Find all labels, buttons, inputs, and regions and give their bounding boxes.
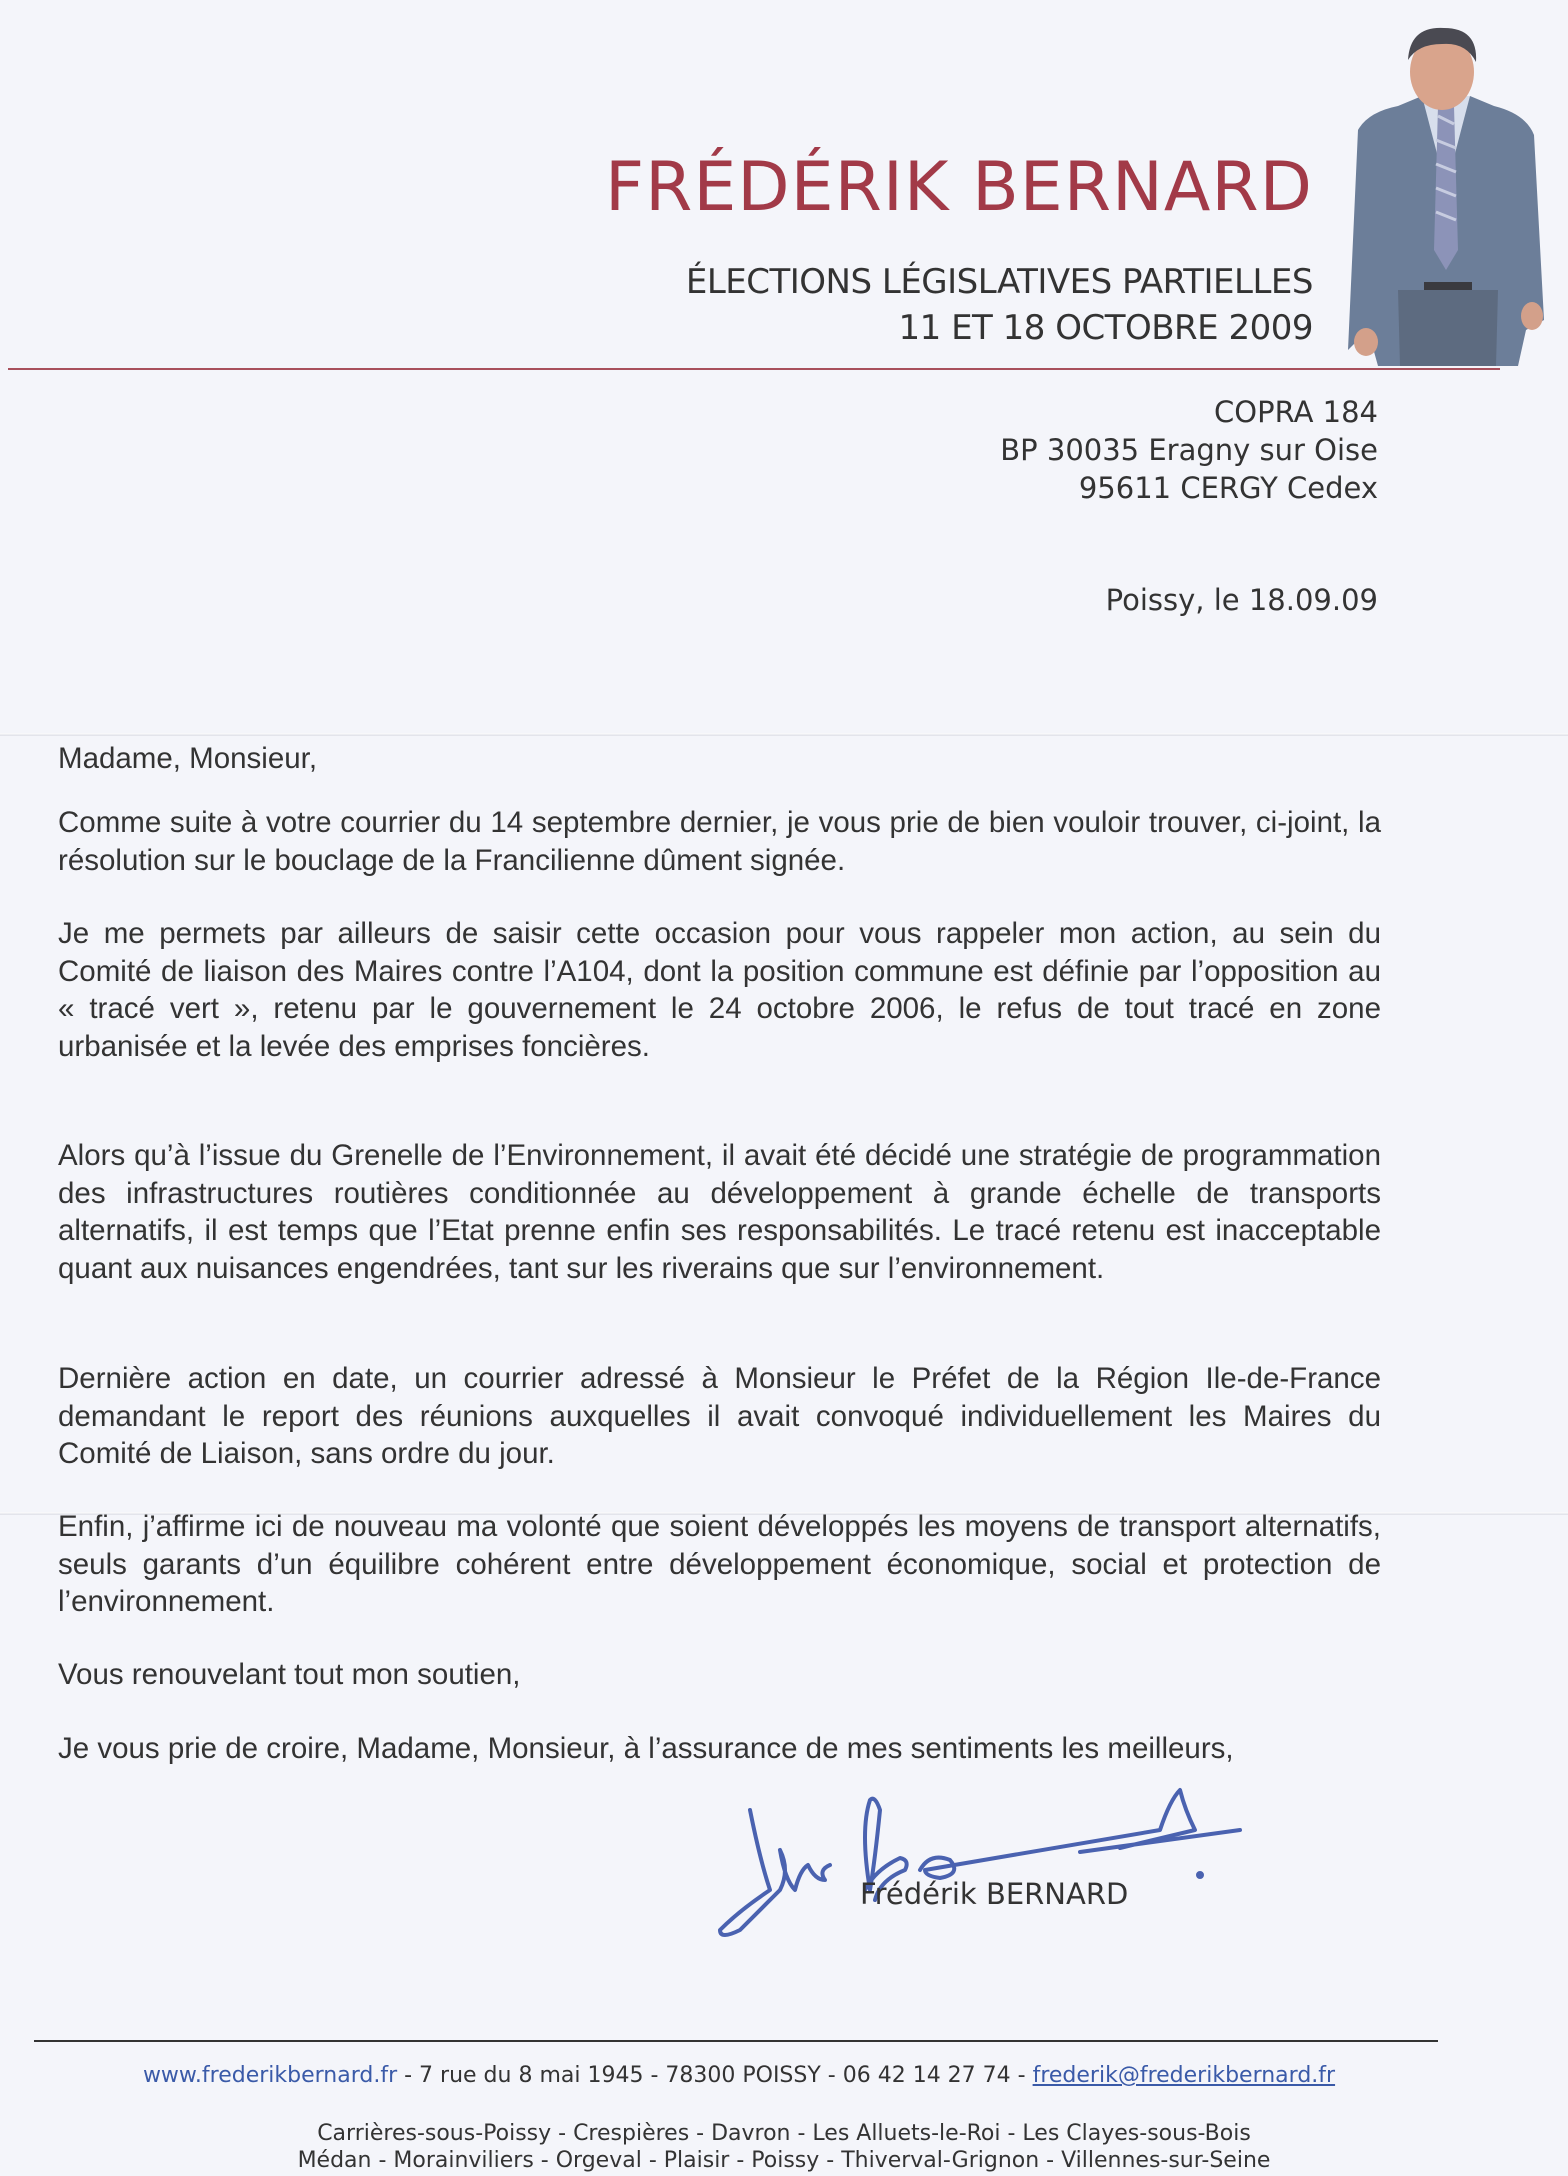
- handwritten-signature: [700, 1770, 1260, 1950]
- paper-fold: [0, 733, 1568, 736]
- footer-towns-line-1: Carrières-sous-Poissy - Crespières - Davron - Les Alluets-le-Roi - Les Clayes-sous-Bois: [317, 2121, 1251, 2146]
- footer-towns-line-2: Médan - Morainviliers - Orgeval - Plaisir - Poissy - Thiverval-Grignon - Villennes-sur-Seine: [297, 2148, 1271, 2173]
- paragraph: Vous renouvelant tout mon soutien,: [58, 1658, 521, 1691]
- recipient-line-2: BP 30035 Eragny sur Oise: [1000, 433, 1378, 467]
- footer-divider: [34, 2040, 1438, 2042]
- letterhead-election-dates: 11 ET 18 OCTOBRE 2009: [898, 308, 1313, 348]
- paragraph: Je me permets par ailleurs de saisir cette occasion pour vous rappeler mon action, au sein du Comité de liaison des Maires contre l’A104, dont la position commune est définie par l’opposition au « tracé vert », retenu par le gouvernement le 24 octobre 2006, le refus de tout tracé en zone urbanisée et la levée des emprises foncières.: [58, 917, 1381, 1063]
- header-divider: [8, 368, 1500, 370]
- paragraph: Comme suite à votre courrier du 14 septembre dernier, je vous prie de bien vouloir trouver, ci-joint, la résolution sur le bouclage de la Francilienne dûment signée.: [58, 806, 1381, 877]
- recipient-line-1: COPRA 184: [1214, 395, 1378, 429]
- footer-address-phone: - 7 rue du 8 mai 1945 - 78300 POISSY - 06 42 14 27 74 -: [397, 2063, 1033, 2088]
- paragraph: Alors qu’à l’issue du Grenelle de l’Environnement, il avait été décidé une stratégie de programmation des infrastructures routières conditionnée au développement à grande échelle de transports alternatifs, il est temps que l’Etat prenne enfin ses responsabilités. Le tracé retenu est inacceptable quant aux nuisances engendrées, tant sur les riverains que sur l’environnement.: [58, 1139, 1381, 1285]
- date-line: Poissy, le 18.09.09: [1105, 583, 1378, 617]
- website-link[interactable]: www.frederikbernard.fr: [142, 2063, 398, 2088]
- recipient-line-3: 95611 CERGY Cedex: [1078, 471, 1378, 505]
- letterhead-election-title: ÉLECTIONS LÉGISLATIVES PARTIELLES: [685, 262, 1313, 302]
- paragraph: Dernière action en date, un courrier adressé à Monsieur le Préfet de la Région Ile-de-France demandant le report des réunions auxquelles il avait convoqué individuellement les Maires du Comité de Liaison, sans ordre du jour.: [58, 1362, 1381, 1470]
- salutation: Madame, Monsieur,: [58, 742, 318, 775]
- email-link[interactable]: frederik@frederikbernard.fr: [1032, 2063, 1336, 2088]
- letterhead-name: FRÉDÉRIK BERNARD: [604, 148, 1313, 227]
- paragraph: Enfin, j’affirme ici de nouveau ma volonté que soient développés les moyens de transport alternatifs, seuls garants d’un équilibre cohérent entre développement économique, social et protection de l’environnement.: [58, 1510, 1381, 1618]
- candidate-photo: [1338, 20, 1554, 366]
- paragraph: Je vous prie de croire, Madame, Monsieur, à l’assurance de mes sentiments les meilleurs,: [58, 1732, 1234, 1765]
- footer-contact: [0, 2063, 1523, 2088]
- signatory-name: Frédérik BERNARD: [860, 1877, 1129, 1911]
